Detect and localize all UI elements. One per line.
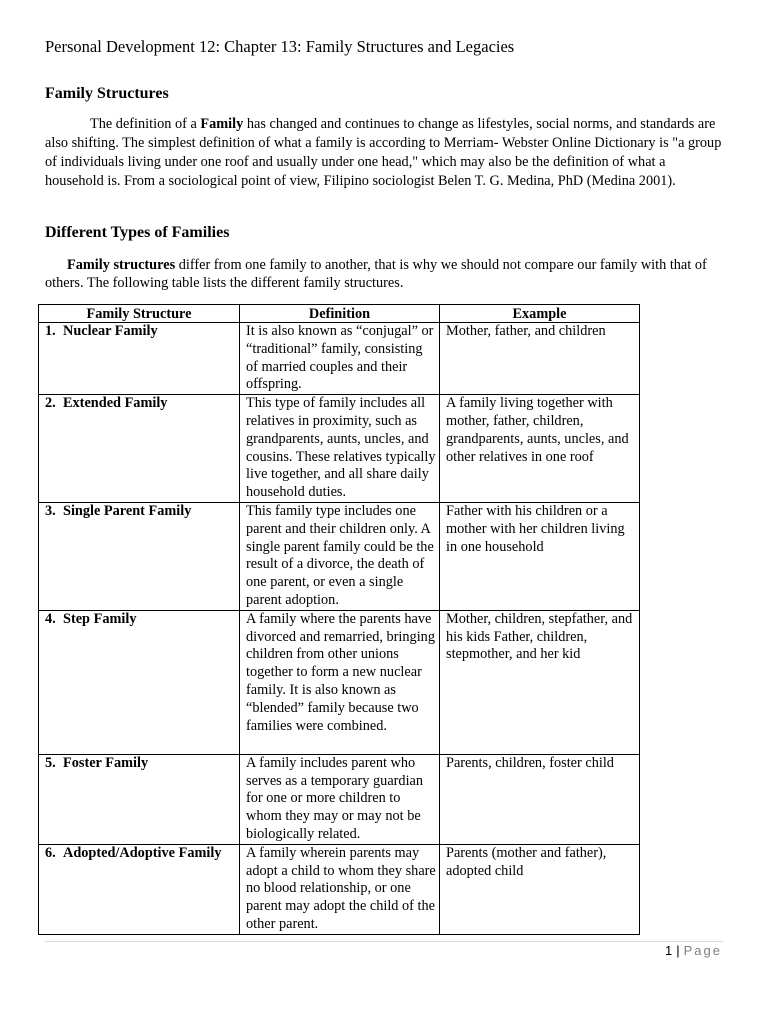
row-number: 6. xyxy=(45,844,56,861)
row-number: 4. xyxy=(45,610,56,627)
row-number: 5. xyxy=(45,754,56,771)
paragraph-family-structures-intro xyxy=(45,256,725,292)
structure-name: Single Parent Family xyxy=(63,502,192,519)
structure-name: Extended Family xyxy=(63,395,168,412)
cell-definition: A family wherein parents may adopt a child to whom they share no blood relationship, or one parent may adopt the child of the other parent. xyxy=(240,844,440,934)
cell-example: A family living together with mother, father, children, grandparents, aunts, uncles, and other relatives in one roof xyxy=(440,395,640,503)
cell-example: Mother, children, stepfather, and his kids Father, children, stepmother, and her kid xyxy=(440,610,640,754)
cell-structure-name xyxy=(39,844,240,934)
para2-text: differ from one family to another, that is why we should not compare our family with that of others. The following table lists the different family structures. xyxy=(45,257,707,291)
section-heading-family-structures: Family Structures xyxy=(45,85,169,102)
header-definition: Definition xyxy=(240,305,440,323)
table-row xyxy=(39,844,640,934)
cell-example: Mother, father, and children xyxy=(440,323,640,395)
section-heading-types-of-families: Different Types of Families xyxy=(45,224,230,241)
document-title: Personal Development 12: Chapter 13: Family Structures and Legacies xyxy=(45,37,515,56)
table-row xyxy=(39,502,640,610)
row-number: 2. xyxy=(45,395,56,412)
page-label: Page xyxy=(683,943,722,958)
para1-text-end: has changed and continues to change as lifestyles, social norms, and standards are also shifting. The simplest definition of what a family is according to Merriam- Webster Online Dictionary is "a group of individuals living under one roof and usually under one head," which may also be the definition of what a household is. From a sociological point of view, Filipino sociologist Belen T. G. Medina, PhD (Medina 2001). xyxy=(45,116,722,189)
cell-example: Parents (mother and father), adopted child xyxy=(440,844,640,934)
footer-divider xyxy=(45,941,723,942)
cell-structure-name xyxy=(39,323,240,395)
cell-structure-name xyxy=(39,502,240,610)
row-number: 3. xyxy=(45,502,56,519)
table-row xyxy=(39,323,640,395)
cell-example: Parents, children, foster child xyxy=(440,754,640,844)
table-row xyxy=(39,610,640,754)
page-number-footer xyxy=(665,943,722,958)
cell-structure-name xyxy=(39,754,240,844)
header-example: Example xyxy=(440,305,640,323)
row-number: 1. xyxy=(45,323,56,339)
cell-definition: A family where the parents have divorced and remarried, bringing children from other unions together to form a new nuclear family. It is also known as “blended” family because two families were combined. xyxy=(240,610,440,754)
page-number: 1 xyxy=(665,943,673,958)
cell-structure-name xyxy=(39,610,240,754)
para1-bold-family: Family xyxy=(200,116,244,132)
table-row xyxy=(39,754,640,844)
cell-example: Father with his children or a mother with her children living in one household xyxy=(440,502,640,610)
paragraph-family-definition xyxy=(45,115,725,191)
table-row xyxy=(39,395,640,503)
table-header-row xyxy=(39,305,640,323)
family-structures-table xyxy=(38,304,640,935)
cell-structure-name xyxy=(39,395,240,503)
cell-definition: This type of family includes all relatives in proximity, such as grandparents, aunts, uncles, and cousins. These relatives typically live together, and all share daily household duties. xyxy=(240,395,440,503)
cell-definition: A family includes parent who serves as a temporary guardian for one or more children to whom they may or may not be biologically related. xyxy=(240,754,440,844)
structure-name: Step Family xyxy=(63,610,137,627)
header-family-structure: Family Structure xyxy=(39,305,240,323)
structure-name: Nuclear Family xyxy=(63,323,158,339)
cell-definition: It is also known as “conjugal” or “traditional” family, consisting of married couples and their offspring. xyxy=(240,323,440,395)
para1-text-start: The definition of a xyxy=(90,116,201,132)
structure-name: Adopted/Adoptive Family xyxy=(63,844,222,861)
structure-name: Foster Family xyxy=(63,754,149,771)
cell-definition: This family type includes one parent and their children only. A single parent family could be the result of a divorce, the death of one parent, or even a single parent adoption. xyxy=(240,502,440,610)
page-separator: | xyxy=(676,943,680,958)
para2-bold-family-structures: Family structures xyxy=(67,257,176,273)
